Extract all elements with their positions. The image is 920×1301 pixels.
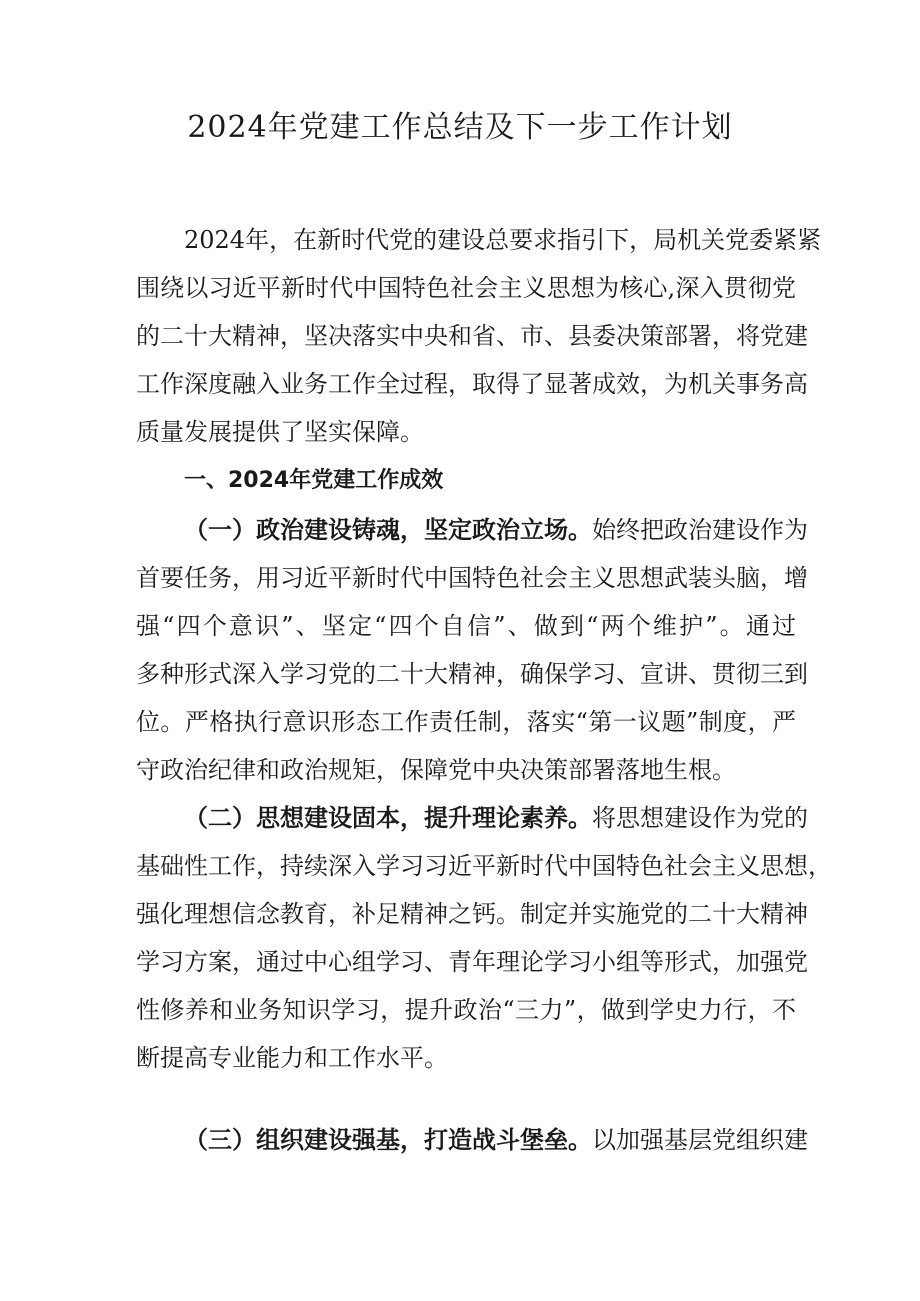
body-line: 性修养和业务知识学习，提升政治“三力”，做到学史力行，不: [136, 996, 796, 1024]
body-line: 多种形式深入学习党的二十大精神，确保学习、宣讲、贯彻三到: [136, 660, 808, 688]
subsection-title: （三）组织建设强基，打造战斗堡垒。: [184, 1125, 592, 1154]
body-line: 位。严格执行意识形态工作责任制，落实“第一议题”制度，严: [136, 708, 796, 736]
body-line: 强化理想信念教育，补足精神之钙。制定并实施党的二十大精神: [136, 900, 808, 928]
subsection-first-line: [184, 510, 808, 550]
subsection-title: （二）思想建设固本，提升理论素养。: [184, 803, 592, 832]
intro-line: 的二十大精神，坚决落实中央和省、市、县委决策部署，将党建: [136, 322, 808, 350]
subsection-text: 将思想建设作为党的: [592, 804, 808, 832]
intro-line: 2024年，在新时代党的建设总要求指引下，局机关党委紧紧: [184, 226, 822, 254]
subsection-title: （一）政治建设铸魂，坚定政治立场。: [184, 515, 592, 544]
body-line: 学习方案，通过中心组学习、青年理论学习小组等形式，加强党: [136, 948, 808, 976]
subsection-text: 以加强基层党组织建: [592, 1126, 808, 1154]
subsection-first-line: [184, 798, 808, 838]
subsection-text: 始终把政治建设作为: [592, 516, 808, 544]
section-heading: 一、2024年党建工作成效: [184, 468, 444, 493]
body-line: 首要任务，用习近平新时代中国特色社会主义思想武装头脑，增: [136, 564, 808, 592]
subsection-first-line: [184, 1120, 808, 1160]
body-line: 强“四个意识”、坚定“四个自信”、做到“两个维护”。通过: [136, 612, 796, 640]
intro-line: 质量发展提供了坚实保障。: [136, 418, 424, 446]
intro-line: 工作深度融入业务工作全过程，取得了显著成效，为机关事务高: [136, 370, 808, 398]
body-line: 守政治纪律和政治规矩，保障党中央决策部署落地生根。: [136, 756, 736, 784]
intro-line: 围绕以习近平新时代中国特色社会主义思想为核心,深入贯彻党: [136, 274, 796, 302]
body-line: 断提高专业能力和工作水平。: [136, 1044, 448, 1072]
document-title: 2024年党建工作总结及下一步工作计划: [187, 110, 733, 145]
body-line: 基础性工作，持续深入学习习近平新时代中国特色社会主义思想，: [136, 852, 832, 880]
